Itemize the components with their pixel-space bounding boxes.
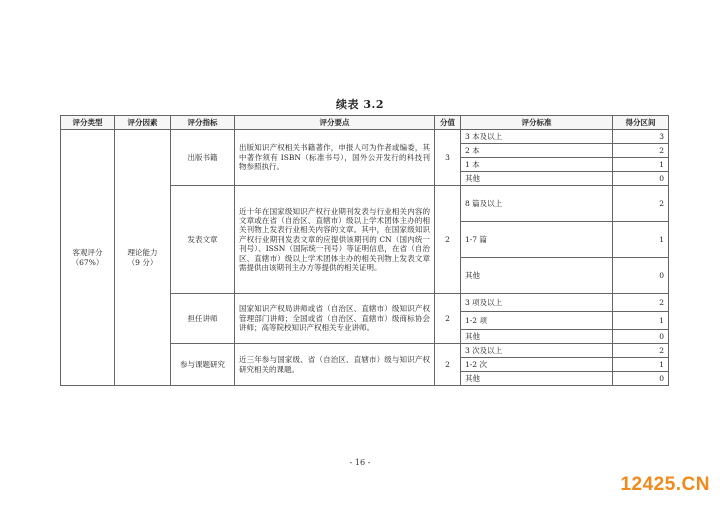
point-cell: 国家知识产权局讲师或省（自治区、直辖市）级知识产权管理部门讲师；全国或省（自治区、直辖市）级商标协会讲师；高等院校知识产权相关专业讲师。 (235, 294, 435, 344)
score-cell: 2 (613, 294, 669, 312)
header-factor: 评分因素 (115, 116, 171, 130)
score-cell: 1 (613, 312, 669, 330)
value-cell: 2 (435, 294, 461, 344)
indicator-cell: 发表文章 (171, 186, 235, 294)
value-cell: 3 (435, 130, 461, 186)
point-cell: 近三年参与国家级、省（自治区、直辖市）级与知识产权研究相关的课题。 (235, 344, 435, 386)
value-cell: 2 (435, 344, 461, 386)
indicator-cell: 参与课题研究 (171, 344, 235, 386)
standard-cell: 3 次及以上 (461, 344, 613, 358)
value-cell: 2 (435, 186, 461, 294)
score-cell: 1 (613, 358, 669, 372)
standard-cell: 1-2 次 (461, 358, 613, 372)
score-cell: 2 (613, 186, 669, 222)
score-cell: 0 (613, 172, 669, 186)
point-cell: 近十年在国家级知识产权行业期刊发表与行业相关内容的文章或在省（自治区、直辖市）级以上学术团体主办的相关刊物上发表行业相关内容的文章。其中，在国家级知识产权行业期刊发表文章的应提供该期刊的 CN（国内统一刊号）、ISSN（国际统一刊号）等证明信息，在省（自治区、直辖市）级以上学术团体主办的相关刊物上发表文章需提供由该期刊主办方等提供的相关证明。 (235, 186, 435, 294)
score-cell: 0 (613, 330, 669, 344)
standard-cell: 1-7 篇 (461, 222, 613, 258)
table-title: 续表 3.2 (336, 98, 384, 111)
standard-cell: 其他 (461, 172, 613, 186)
score-cell: 2 (613, 344, 669, 358)
indicator-cell: 出版书籍 (171, 130, 235, 186)
indicator-cell: 担任讲师 (171, 294, 235, 344)
score-factor-cell (115, 130, 171, 386)
header-point: 评分要点 (235, 116, 435, 130)
header-indicator: 评分指标 (171, 116, 235, 130)
score-cell: 3 (613, 130, 669, 144)
score-type-pct: （67%） (71, 257, 104, 267)
point-cell: 出版知识产权相关书籍著作，申报人可为作者或编委，其中著作须有 ISBN（标准书号），国外公开发行的科技刊物参照执行。 (235, 130, 435, 186)
standard-cell: 其他 (461, 372, 613, 386)
score-cell: 1 (613, 158, 669, 172)
header-value: 分值 (435, 116, 461, 130)
table-row (61, 130, 669, 144)
score-type-label: 客观评分 (72, 248, 103, 258)
header-standard: 评分标准 (461, 116, 613, 130)
standard-cell: 3 本及以上 (461, 130, 613, 144)
score-factor-pts: （9 分） (127, 257, 158, 267)
score-factor-label: 理论能力 (127, 248, 158, 258)
standard-cell: 其他 (461, 258, 613, 294)
score-type-cell (61, 130, 115, 386)
score-cell: 0 (613, 372, 669, 386)
score-cell: 2 (613, 144, 669, 158)
standard-cell: 8 篇及以上 (461, 186, 613, 222)
standard-cell: 3 项及以上 (461, 294, 613, 312)
standard-cell: 1 本 (461, 158, 613, 172)
score-cell: 1 (613, 222, 669, 258)
scoring-table (60, 115, 669, 386)
standard-cell: 1-2 项 (461, 312, 613, 330)
watermark-logo: 12425.CN (620, 474, 710, 495)
header-type: 评分类型 (61, 116, 115, 130)
standard-cell: 2 本 (461, 144, 613, 158)
score-cell: 0 (613, 258, 669, 294)
standard-cell: 其他 (461, 330, 613, 344)
table-header-row (61, 116, 669, 130)
page-number: - 16 - (349, 458, 371, 467)
header-score-range: 得分区间 (613, 116, 669, 130)
